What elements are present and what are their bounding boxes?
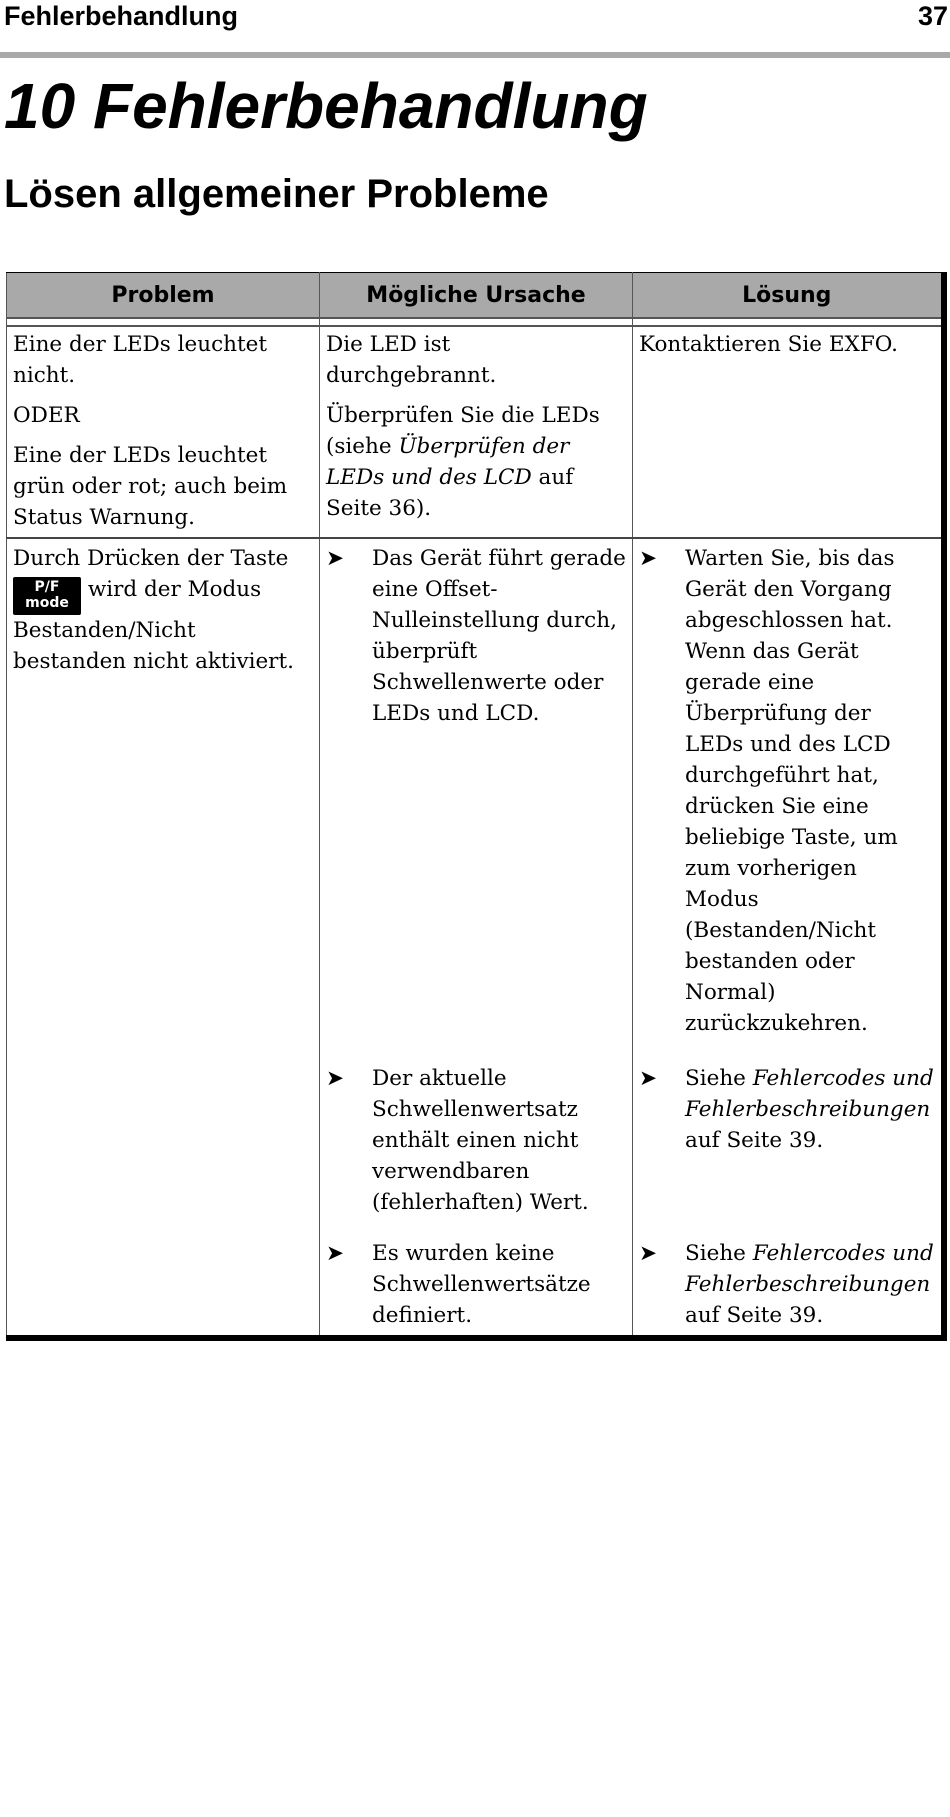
column-header-problem: Problem [7,273,320,319]
solution-cell [633,326,944,538]
solution-text [685,1238,935,1331]
cause-text-post: auf Seite 36). [326,465,574,521]
problem-text [13,543,313,677]
troubleshooting-table [6,272,947,1341]
cause-text: Der aktuelle Schwellenwertsatz enthält einen nicht verwendbaren (fehlerhaften) Wert. [372,1066,589,1215]
cross-reference-link[interactable]: Fehlercodes und Fehlerbeschreibungen [685,1066,934,1122]
solution-text: Kontaktieren Sie EXFO. [639,332,898,357]
key-label-line1: P/F [34,579,60,595]
section-title: Lösen allgemeiner Probleme [4,172,549,216]
cause-text-pre: Überprüfen Sie die LEDs (siehe [326,403,600,459]
cause-cell [320,326,633,538]
chapter-title: 10 Fehlerbehandlung [4,70,648,142]
header-page-number: 37 [917,1,948,31]
cross-reference-link[interactable]: Fehlercodes und Fehlerbeschreibungen [685,1241,934,1297]
problem-or: ODER [13,403,80,428]
column-header-cause: Mögliche Ursache [320,273,633,319]
solution-text-pre: Siehe [685,1241,753,1266]
solution-text: Warten Sie, bis das Gerät den Vorgang abgeschlossen hat. Wenn das Gerät gerade eine Überprüfung der LEDs und des LCD durchgeführt hat, drücken Sie eine beliebige Taste, um zum vorherigen Modus (Bestanden/Nicht bestanden oder Normal) zurückzukehren. [685,546,898,1036]
solution-text [685,1063,935,1238]
bullet-arrow-icon: ➤ [639,1241,658,1266]
bullet-arrow-icon: ➤ [639,546,658,571]
cause-text: Es wurden keine Schwellenwertsätze definiert. [372,1241,591,1328]
cause-text: Das Gerät führt gerade eine Offset-Nulleinstellung durch, überprüft Schwellenwerte oder LEDs und LCD. [372,546,626,726]
pf-mode-key-icon [13,577,81,615]
list-item [326,1063,626,1238]
table-row [7,326,944,538]
list-item [326,543,626,1063]
problem-text: Eine der LEDs leuchtet nicht. [13,332,267,388]
running-header [4,0,948,32]
key-label-line2: mode [25,595,69,611]
problem-text-post: wird der Modus Bestanden/Nicht bestanden nicht aktiviert. [13,577,294,674]
header-section-title: Fehlerbehandlung [4,1,239,31]
solution-cell [633,538,944,1338]
header-divider [0,52,950,58]
header-spacer-row [7,318,944,326]
list-item [639,1063,935,1238]
problem-cell [7,538,320,1338]
list-item [639,543,935,1063]
list-item [639,1238,935,1331]
cause-cell [320,538,633,1338]
solution-text-pre: Siehe [685,1066,753,1091]
problem-text: Eine der LEDs leuchtet grün oder rot; auch beim Status Warnung. [13,443,288,530]
cause-text: Die LED ist durchgebrannt. [326,332,497,388]
bullet-arrow-icon: ➤ [326,1066,345,1091]
cause-text [326,400,626,524]
solution-text-post: auf Seite 39. [685,1128,824,1153]
list-item [326,1238,626,1331]
solution-text-post: auf Seite 39. [685,1303,824,1328]
table-header-row [7,273,944,319]
problem-text-pre: Durch Drücken der Taste [13,546,289,571]
problem-cell [7,326,320,538]
bullet-arrow-icon: ➤ [639,1066,658,1091]
bullet-arrow-icon: ➤ [326,1241,345,1266]
bullet-arrow-icon: ➤ [326,546,345,571]
column-header-solution: Lösung [633,273,944,319]
table-row [7,538,944,1338]
cross-reference-link[interactable]: Überprüfen der LEDs und des LCD [326,434,570,490]
